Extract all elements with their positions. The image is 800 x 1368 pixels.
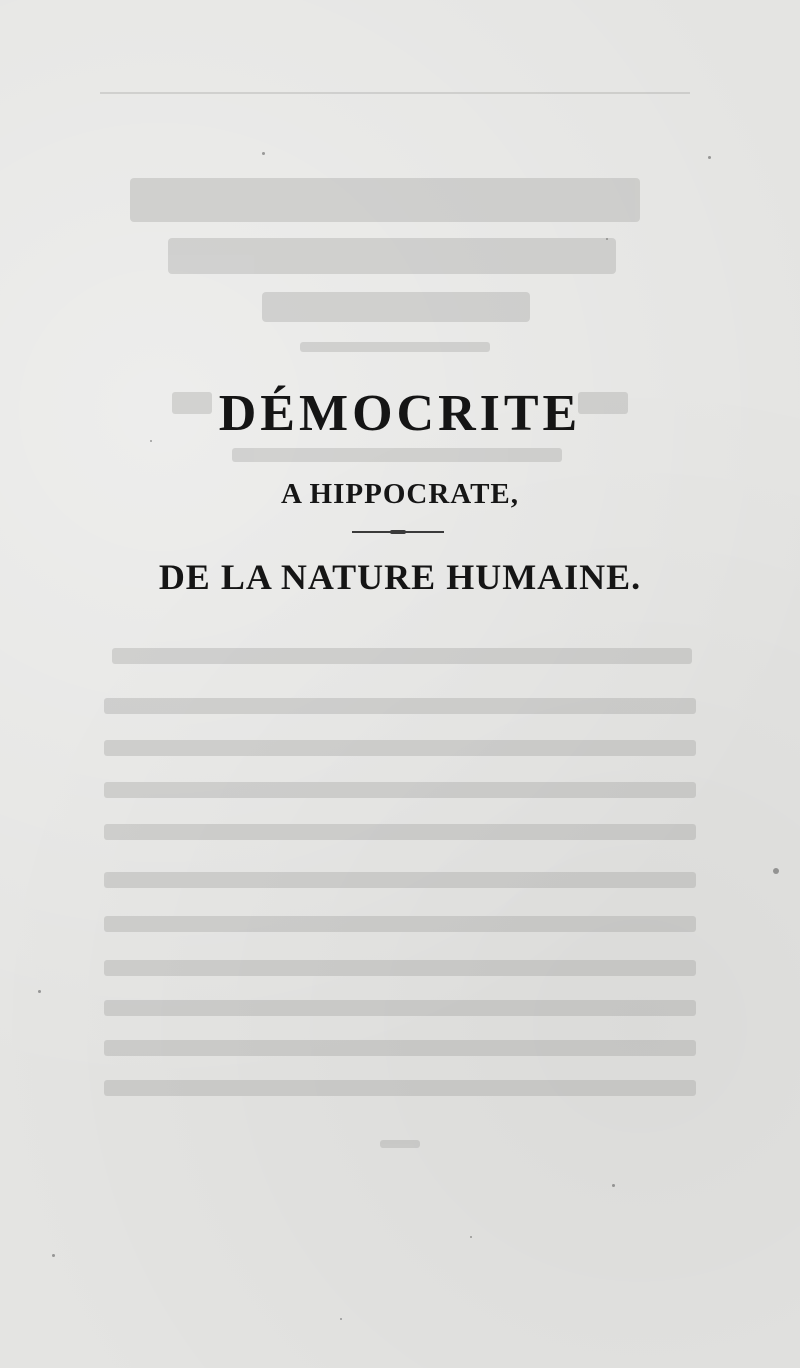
paper-speck: [52, 1254, 55, 1257]
paper-speck: [708, 156, 711, 159]
paper-speck: [470, 1236, 472, 1238]
paper-speck: [38, 990, 41, 993]
paper-speck: [340, 1318, 342, 1320]
paper-speck: [606, 238, 608, 240]
paper-speck: [612, 1184, 615, 1187]
section-title: DE LA NATURE HUMAINE.: [158, 557, 642, 597]
page-subtitle: A HIPPOCRATE,: [280, 478, 520, 510]
paper-speck: [262, 152, 265, 155]
page-title: DÉMOCRITE: [218, 385, 582, 442]
decorative-rule: [352, 531, 444, 533]
paper-speck: [773, 868, 779, 874]
paper-speck: [150, 440, 152, 442]
